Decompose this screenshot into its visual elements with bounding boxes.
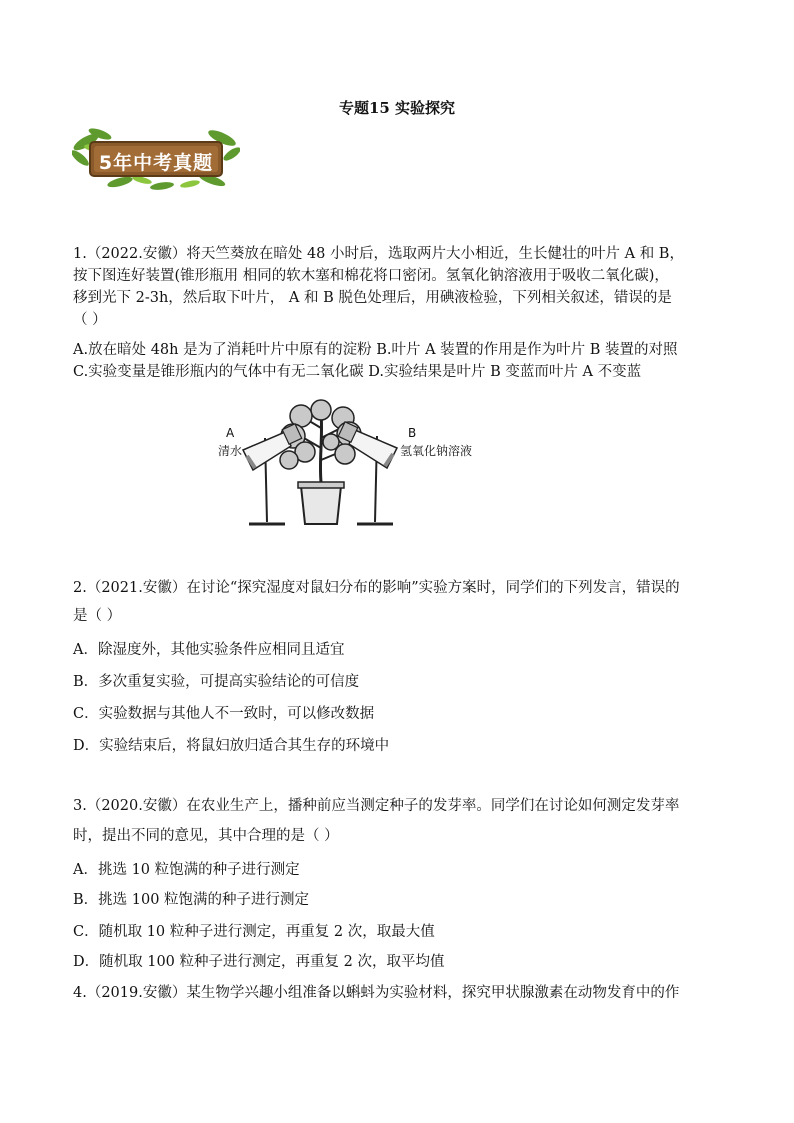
q1-line-2: 按下图连好装置(锥形瓶用 相同的软木塞和棉花将口密闭。氢氧化钠溶液用于吸收二氧化碳)， <box>73 268 669 284</box>
q2-option-a: A．除湿度外，其他实验条件应相同且适宜 <box>73 642 345 658</box>
q3-option-d: D．随机取 100 粒种子进行测定，再重复 2 次，取平均值 <box>73 954 445 970</box>
figure-label-b-sub: 氢氧化钠溶液 <box>400 444 473 458</box>
figure-label-a: A <box>226 426 235 440</box>
q3-line-1: 3.（2020.安徽）在农业生产上，播种前应当测定种子的发芽率。同学们在讨论如何测定发芽率 <box>73 798 680 814</box>
q2-option-c: C．实验数据与其他人不一致时，可以修改数据 <box>73 706 375 722</box>
q3-line-2: 时，提出不同的意见，其中合理的是（ ） <box>73 828 339 844</box>
q3-option-a: A．挑选 10 粒饱满的种子进行测定 <box>73 862 300 878</box>
q2-option-d: D．实验结束后，将鼠妇放归适合其生存的环境中 <box>73 738 390 754</box>
q2-line-1: 2.（2021.安徽）在讨论“探究湿度对鼠妇分布的影响”实验方案时，同学们的下列发言，错误的 <box>73 580 680 596</box>
q1-option-cd: C.实验变量是锥形瓶内的气体中有无二氧化碳 D.实验结果是叶片 B 变蓝而叶片 A 不变蓝 <box>73 364 642 380</box>
q1-option-ab: A.放在暗处 48h 是为了消耗叶片中原有的淀粉 B.叶片 A 装置的作用是作为叶片 B 装置的对照 <box>73 342 678 358</box>
q2-option-b: B．多次重复实验，可提高实验结论的可信度 <box>73 674 360 690</box>
q4-line-1: 4.（2019.安徽）某生物学兴趣小组准备以蝌蚪为实验材料，探究甲状腺激素在动物发育中的作 <box>73 985 680 1001</box>
section-badge <box>72 124 240 192</box>
q1-figure <box>205 398 495 533</box>
q3-option-b: B．挑选 100 粒饱满的种子进行测定 <box>73 892 310 908</box>
q2-line-2: 是（ ） <box>73 608 122 624</box>
figure-label-b: B <box>408 426 417 440</box>
page-title: 专题15 实验探究 <box>338 99 456 117</box>
q1-line-3: 移到光下 2-3h，然后取下叶片， A 和 B 脱色处理后，用碘液检验，下列相关叙述，错误的是 <box>73 290 672 306</box>
q1-line-4: （ ） <box>73 312 107 328</box>
q1-line-1: 1.（2022.安徽）将天竺葵放在暗处 48 小时后，选取两片大小相近，生长健壮的叶片 A 和 B， <box>73 246 684 262</box>
plant-experiment-icon <box>205 398 495 533</box>
figure-label-a-sub: 清水 <box>218 444 243 458</box>
badge-text: 5年中考真题 <box>98 152 214 174</box>
q3-option-c: C．随机取 10 粒种子进行测定，再重复 2 次，取最大值 <box>73 924 435 940</box>
